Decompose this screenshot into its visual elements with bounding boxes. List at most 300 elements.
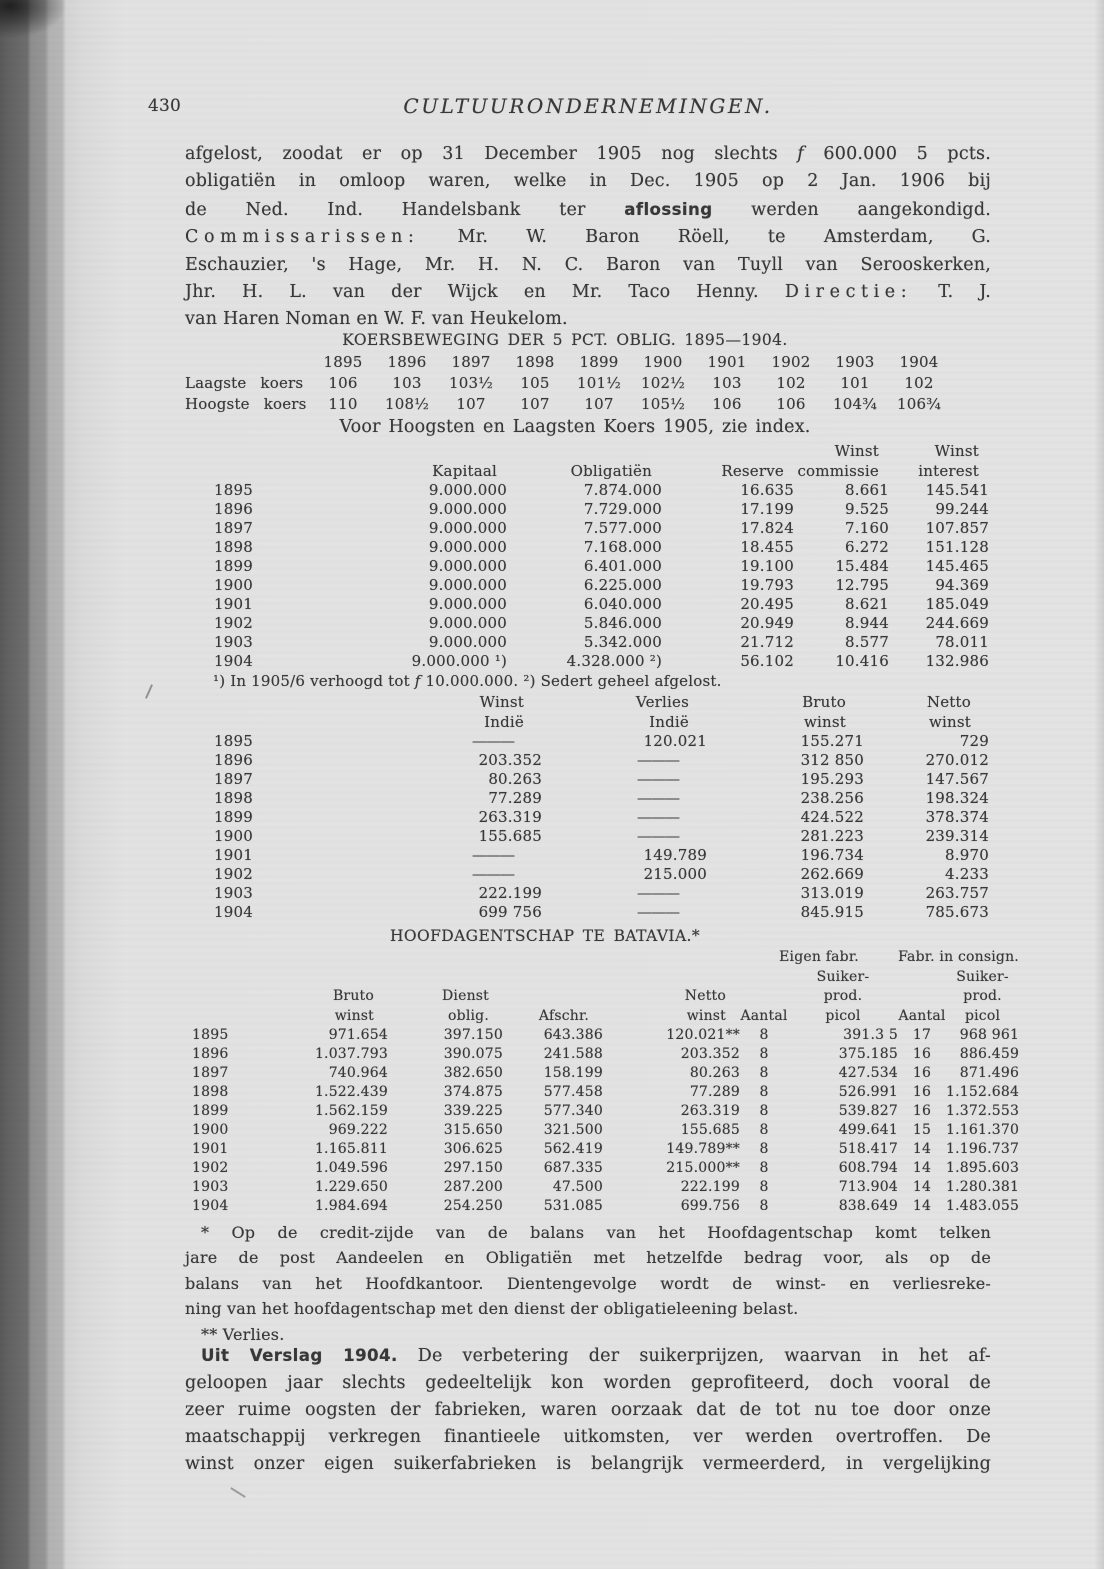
table-cell: 315.650 <box>443 1122 503 1138</box>
table-cell: 106 <box>776 395 806 413</box>
column-header: Kapitaal <box>432 462 497 480</box>
table-cell: 158.199 <box>543 1065 603 1081</box>
table-cell: ——— <box>637 751 679 769</box>
table-cell: 643.386 <box>543 1027 603 1043</box>
table-cell: 7.168.000 <box>583 538 662 556</box>
table-cell: 147.567 <box>925 770 989 788</box>
year-cell: 1904 <box>214 652 253 670</box>
column-header: Suiker- <box>956 968 1009 985</box>
table-cell: 9.000.000 <box>428 595 507 613</box>
table-cell: 15.484 <box>835 557 889 575</box>
column-header: Aantal <box>898 1007 946 1024</box>
year-cell: 1895 <box>214 732 253 750</box>
table-cell: 215.000** <box>666 1160 740 1176</box>
column-header: Bruto <box>332 988 374 1004</box>
table-cell: 215.000 <box>643 865 707 883</box>
table-cell: 110 <box>328 395 358 413</box>
table-cell: 1.562.159 <box>314 1103 388 1119</box>
table-cell: 306.625 <box>443 1141 503 1157</box>
year-cell: 1899 <box>214 557 253 575</box>
year-cell: 1895 <box>192 1027 229 1043</box>
verslag-paragraph <box>185 1342 991 1478</box>
table-cell: 1899 <box>579 353 619 371</box>
table-row <box>210 808 989 827</box>
table-cell: 149.789 <box>643 846 707 864</box>
footnotes-paragraph <box>185 1220 991 1347</box>
year-cell: 1903 <box>214 633 253 651</box>
text-line: ¹) In 1905/6 verhoogd tot f 10.000.000. ²) Sedert geheel afgelost. <box>213 672 722 690</box>
table-cell: 531.085 <box>543 1198 603 1214</box>
table-cell: 262.669 <box>800 865 864 883</box>
table-cell: 18.455 <box>740 538 794 556</box>
table-cell: 105 <box>520 374 550 392</box>
table-cell: 16 <box>912 1103 932 1119</box>
table-cell: 120.021** <box>666 1027 740 1043</box>
year-cell: 1903 <box>214 884 253 902</box>
table-row <box>188 1178 1019 1197</box>
table-cell: 1.152.684 <box>946 1084 1020 1100</box>
year-cell: 1897 <box>214 770 253 788</box>
column-header: commissie <box>797 462 879 480</box>
table-cell: 1.196.737 <box>946 1141 1020 1157</box>
header-row <box>210 441 989 461</box>
table-cell: 968 961 <box>959 1027 1020 1043</box>
table-row <box>210 789 989 808</box>
table-cell: 1.483.055 <box>946 1198 1020 1214</box>
table-cell: 1.984.694 <box>314 1198 388 1214</box>
table-cell: 19.793 <box>740 576 794 594</box>
table-cell: 107 <box>520 395 550 413</box>
table-row <box>188 1045 1019 1064</box>
table-cell: 845.915 <box>800 903 864 921</box>
table-cell: 1.280.381 <box>946 1179 1020 1195</box>
table-cell: 297.150 <box>443 1160 503 1176</box>
stray-ink-mark <box>230 1487 245 1498</box>
table-cell: ——— <box>637 808 679 826</box>
table-cell: 382.650 <box>443 1065 503 1081</box>
table-row <box>188 1197 1019 1216</box>
column-header: winst <box>803 713 846 731</box>
year-cell: 1896 <box>214 751 253 769</box>
column-header: Netto <box>684 988 726 1004</box>
table-cell: 969.222 <box>328 1122 388 1138</box>
table-cell: 107 <box>584 395 614 413</box>
column-header: Dienst <box>441 988 489 1004</box>
table-cell: 8 <box>759 1084 769 1100</box>
table-cell: 14 <box>912 1160 932 1176</box>
table-cell: 8.577 <box>845 633 889 651</box>
table-cell: 155.271 <box>800 732 864 750</box>
year-cell: 1900 <box>214 576 253 594</box>
table-cell: 785.673 <box>925 903 989 921</box>
column-header: Reserve <box>721 462 784 480</box>
column-header: winst <box>686 1007 726 1024</box>
text-line: ** Verlies. <box>201 1324 285 1344</box>
table-cell: 1.165.811 <box>314 1141 388 1157</box>
table-cell: 713.904 <box>838 1179 898 1195</box>
table-cell: 608.794 <box>838 1160 898 1176</box>
table-cell: 263.757 <box>925 884 989 902</box>
table-cell: 8 <box>759 1027 769 1043</box>
header-row <box>210 461 989 481</box>
table-cell: 9.000.000 <box>428 633 507 651</box>
year-cell: 1902 <box>192 1160 229 1176</box>
table-cell: 254.250 <box>443 1198 503 1214</box>
table-cell: 10.416 <box>835 652 889 670</box>
table-cell: 562.419 <box>543 1141 603 1157</box>
year-cell: 1900 <box>192 1122 229 1138</box>
table-cell: 8.621 <box>845 595 889 613</box>
table-cell: 16 <box>912 1046 932 1062</box>
table-cell: 871.496 <box>959 1065 1020 1081</box>
table-row <box>185 352 951 373</box>
column-group-header: Fabr. in consign. <box>898 949 1019 965</box>
table-row <box>210 500 989 519</box>
table-cell: 17.199 <box>740 500 794 518</box>
table-cell: 6.225.000 <box>583 576 662 594</box>
table-cell: 8.970 <box>945 846 989 864</box>
table-cell: 9.000.000 <box>428 614 507 632</box>
table-row <box>210 884 989 903</box>
table-cell: 20.949 <box>740 614 794 632</box>
year-cell: 1896 <box>192 1046 229 1062</box>
column-header: Suiker- <box>816 968 870 985</box>
table-cell: 241.588 <box>543 1046 603 1062</box>
column-header: winst <box>928 713 971 731</box>
table-cell: 526.991 <box>838 1084 898 1100</box>
column-header: prod. <box>823 988 863 1004</box>
table-cell: 155.685 <box>478 827 542 845</box>
table-cell: 577.340 <box>543 1103 603 1119</box>
table-cell: 427.534 <box>838 1065 898 1081</box>
year-cell: 1901 <box>192 1141 229 1157</box>
text-line: ning van het hoofdagentschap met den dienst der obligatieleening belast. <box>185 1299 799 1319</box>
table-cell: 1.372.553 <box>946 1103 1020 1119</box>
table-cell: 1.037.793 <box>314 1046 388 1062</box>
stray-ink-mark <box>145 684 153 699</box>
table-cell: 6.401.000 <box>583 557 662 575</box>
table-cell: 14 <box>912 1198 932 1214</box>
table-cell: 14 <box>912 1141 932 1157</box>
table-cell: 374.875 <box>443 1084 503 1100</box>
table-cell: 222.199 <box>478 884 542 902</box>
table-cell: 8 <box>759 1065 769 1081</box>
year-cell: 1897 <box>214 519 253 537</box>
table-cell: 101½ <box>577 374 621 392</box>
table-cell: 102 <box>904 374 934 392</box>
table-row <box>188 1121 1019 1140</box>
table-row <box>185 373 951 394</box>
table-row <box>210 846 989 865</box>
table-cell: 99.244 <box>935 500 989 518</box>
table-cell: 155.685 <box>680 1122 740 1138</box>
column-header: interest <box>918 462 979 480</box>
table-cell: 287.200 <box>443 1179 503 1195</box>
table-cell: 8 <box>759 1141 769 1157</box>
year-cell: 1899 <box>214 808 253 826</box>
table-cell: 238.256 <box>800 789 864 807</box>
table-cell: 339.225 <box>443 1103 503 1119</box>
table-cell: 539.827 <box>838 1103 898 1119</box>
table-row <box>210 633 989 652</box>
table-cell: 16 <box>912 1084 932 1100</box>
table-cell: 8 <box>759 1122 769 1138</box>
row-label <box>185 352 311 373</box>
text-line: Jhr. H. L. van der Wijck en Mr. Taco Henny. Directie: T. J. <box>185 282 991 303</box>
table-cell: ——— <box>637 903 679 921</box>
table-cell: 78.011 <box>935 633 989 651</box>
table-cell: 1.229.650 <box>314 1179 388 1195</box>
intro-paragraph <box>185 141 991 334</box>
table-cell: 80.263 <box>488 770 542 788</box>
table-cell: 281.223 <box>800 827 864 845</box>
table-cell: 145.465 <box>925 557 989 575</box>
table-cell: 263.319 <box>680 1103 740 1119</box>
table-cell: 77.289 <box>689 1084 740 1100</box>
table-cell: 263.319 <box>478 808 542 826</box>
koers-table <box>185 352 951 415</box>
table-cell: 15 <box>912 1122 932 1138</box>
table-cell: 838.649 <box>838 1198 898 1214</box>
table-cell: 886.459 <box>959 1046 1020 1062</box>
table-cell: 424.522 <box>800 808 864 826</box>
year-cell: 1898 <box>214 789 253 807</box>
column-header: Indië <box>649 713 689 731</box>
year-cell: 1904 <box>192 1198 229 1214</box>
table-cell: 740.964 <box>328 1065 388 1081</box>
table-cell: 9.000.000 <box>428 576 507 594</box>
table-cell: 321.500 <box>543 1122 603 1138</box>
table-row <box>210 557 989 576</box>
table-cell: 107.857 <box>925 519 989 537</box>
table-cell: 12.795 <box>835 576 889 594</box>
winst-verlies-table <box>210 692 989 922</box>
table-cell: 1898 <box>515 353 555 371</box>
table-cell: 8 <box>759 1198 769 1214</box>
table-row <box>188 1026 1019 1045</box>
table-cell: 103½ <box>449 374 493 392</box>
table-cell: 1901 <box>707 353 747 371</box>
text-line: jare de post Aandeelen en Obligatiën met hetzelfde bedrag voor, als op de <box>185 1248 991 1268</box>
table-cell: 5.846.000 <box>583 614 662 632</box>
column-header: Obligatiën <box>570 462 652 480</box>
text-line: obligatiën in omloop waren, welke in Dec. 1905 op 2 Jan. 1906 bij <box>185 171 991 192</box>
header-row <box>188 1007 1019 1027</box>
text-line: geloopen jaar slechts gedeeltelijk kon worden geprofiteerd, doch vooral de <box>185 1373 991 1393</box>
table-cell: 244.669 <box>925 614 989 632</box>
column-header: prod. <box>963 988 1002 1004</box>
table-cell: ——— <box>472 732 514 750</box>
header-row <box>188 968 1019 988</box>
table-cell: ——— <box>637 827 679 845</box>
table-cell: 1904 <box>899 353 939 371</box>
table-cell: 1900 <box>643 353 683 371</box>
table-cell: ——— <box>637 789 679 807</box>
table-row <box>188 1102 1019 1121</box>
table-cell: 8 <box>759 1103 769 1119</box>
year-cell: 1898 <box>192 1084 229 1100</box>
year-cell: 1900 <box>214 827 253 845</box>
table-cell: 16 <box>912 1065 932 1081</box>
table-cell: 103 <box>392 374 422 392</box>
table-cell: 56.102 <box>740 652 794 670</box>
table-cell: ——— <box>637 884 679 902</box>
table-cell: 9.000.000 <box>428 557 507 575</box>
table-row <box>185 394 951 415</box>
column-header: picol <box>964 1007 1001 1024</box>
table-cell: 9.000.000 <box>428 519 507 537</box>
table-cell: 4.233 <box>945 865 989 883</box>
text-line: de Ned. Ind. Handelsbank ter aflossing werden aangekondigd. <box>185 199 991 220</box>
table-cell: 203.352 <box>680 1046 740 1062</box>
column-header: Indië <box>484 713 524 731</box>
table-cell: 397.150 <box>443 1027 503 1043</box>
column-header: Afschr. <box>538 1007 589 1024</box>
year-cell: 1896 <box>214 500 253 518</box>
table-footnote <box>213 672 722 690</box>
year-cell: 1899 <box>192 1103 229 1119</box>
table-cell: 1.895.603 <box>946 1160 1020 1176</box>
column-header: Winst <box>834 442 879 460</box>
table-cell: 108½ <box>385 395 429 413</box>
table-row <box>210 732 989 751</box>
kapitaal-table <box>210 441 989 671</box>
table-cell: 107 <box>456 395 486 413</box>
table-cell: 80.263 <box>689 1065 740 1081</box>
table-cell: 8.944 <box>845 614 889 632</box>
table-cell: 106 <box>712 395 742 413</box>
column-header: Verlies <box>635 693 689 711</box>
column-header: Netto <box>926 693 971 711</box>
table-cell: 47.500 <box>552 1179 603 1195</box>
table-cell: 7.729.000 <box>583 500 662 518</box>
column-group-header: Eigen fabr. <box>779 949 859 965</box>
table-cell: 391.3 5 <box>843 1027 898 1043</box>
table-cell: 7.577.000 <box>583 519 662 537</box>
table-row <box>210 481 989 500</box>
table-cell: 1896 <box>387 353 427 371</box>
text-line: Commissarissen: Mr. W. Baron Röell, te Amsterdam, G. <box>185 227 991 248</box>
table-cell: 101 <box>840 374 870 392</box>
table-cell: 132.986 <box>925 652 989 670</box>
year-cell: 1897 <box>192 1065 229 1081</box>
text-line: Eschauzier, 's Hage, Mr. H. N. C. Baron van Tuyll van Serooskerken, <box>185 254 991 275</box>
table-cell: 17.824 <box>740 519 794 537</box>
table-cell: 77.289 <box>488 789 542 807</box>
koers-table-title: KOERSBEWEGING DER 5 PCT. OBLIG. 1895—1904. <box>342 331 788 349</box>
table-cell: 198.324 <box>925 789 989 807</box>
table-cell: 687.335 <box>543 1160 603 1176</box>
table-cell: 21.712 <box>740 633 794 651</box>
table-cell: 699 756 <box>478 903 542 921</box>
table-cell: 106¾ <box>897 395 941 413</box>
year-cell: 1903 <box>192 1179 229 1195</box>
table-row <box>210 827 989 846</box>
table-row <box>210 538 989 557</box>
table-cell: 8 <box>759 1179 769 1195</box>
table-cell: 14 <box>912 1179 932 1195</box>
table-cell: 5.342.000 <box>583 633 662 651</box>
year-cell: 1901 <box>214 595 253 613</box>
column-header: winst <box>334 1007 374 1024</box>
table-row <box>210 652 989 671</box>
table-cell: 9.525 <box>845 500 889 518</box>
table-row <box>210 770 989 789</box>
table-cell: 185.049 <box>925 595 989 613</box>
table-row <box>210 595 989 614</box>
batavia-table <box>188 948 1019 1216</box>
table-cell: 20.495 <box>740 595 794 613</box>
table-cell: 149.789** <box>666 1141 740 1157</box>
table-cell: 106 <box>328 374 358 392</box>
table-row <box>188 1159 1019 1178</box>
table-cell: 1895 <box>323 353 363 371</box>
table-cell: 9.000.000 <box>428 500 507 518</box>
table-cell: 1902 <box>771 353 811 371</box>
table-cell: ——— <box>637 770 679 788</box>
header-row <box>210 692 989 712</box>
year-cell: 1902 <box>214 865 253 883</box>
table-cell: 105½ <box>641 395 685 413</box>
text-line: afgelost, zoodat er op 31 December 1905 nog slechts f 600.000 5 pcts. <box>185 144 991 164</box>
running-header: CULTUURONDERNEMINGEN. <box>403 94 773 118</box>
table-cell: 1903 <box>835 353 875 371</box>
row-label: Hoogste koers <box>185 395 307 413</box>
table-cell: 312 850 <box>800 751 864 769</box>
table-cell: 971.654 <box>328 1027 388 1043</box>
table-cell: 8 <box>759 1046 769 1062</box>
table-cell: 102½ <box>641 374 685 392</box>
table-cell: 518.417 <box>838 1141 898 1157</box>
table-row <box>210 903 989 922</box>
table-cell: ——— <box>472 865 514 883</box>
table-cell: 1897 <box>451 353 491 371</box>
table-cell: 699.756 <box>680 1198 740 1214</box>
year-cell: 1901 <box>214 846 253 864</box>
koers-note: Voor Hoogsten en Laagsten Koers 1905, zie index. <box>339 417 811 437</box>
year-cell: 1904 <box>214 903 253 921</box>
table-cell: 120.021 <box>643 732 707 750</box>
table-cell: 151.128 <box>925 538 989 556</box>
table-cell: 102 <box>776 374 806 392</box>
table-cell: 1.049.596 <box>314 1160 388 1176</box>
table-cell: 6.272 <box>845 538 889 556</box>
table-cell: 8 <box>759 1160 769 1176</box>
year-cell: 1898 <box>214 538 253 556</box>
table-cell: 313.019 <box>800 884 864 902</box>
table-row <box>188 1140 1019 1159</box>
text-line: van Haren Noman en W. F. van Heukelom. <box>185 309 568 330</box>
table-cell: 6.040.000 <box>583 595 662 613</box>
table-cell: 222.199 <box>680 1179 740 1195</box>
table-cell: 270.012 <box>925 751 989 769</box>
table-row <box>210 751 989 770</box>
table-cell: 16.635 <box>740 481 794 499</box>
header-row <box>188 948 1019 968</box>
header-row <box>210 712 989 732</box>
table-cell: 499.641 <box>838 1122 898 1138</box>
table-cell: ——— <box>472 846 514 864</box>
column-header: oblig. <box>448 1007 489 1024</box>
table-cell: 196.734 <box>800 846 864 864</box>
table-cell: 145.541 <box>925 481 989 499</box>
table-cell: 103 <box>712 374 742 392</box>
table-cell: 9.000.000 <box>428 538 507 556</box>
table-cell: 1.522.439 <box>314 1084 388 1100</box>
year-cell: 1895 <box>214 481 253 499</box>
text-line: Uit Verslag 1904. De verbetering der suikerprijzen, waarvan in het af- <box>201 1346 992 1366</box>
table-cell: 7.874.000 <box>583 481 662 499</box>
